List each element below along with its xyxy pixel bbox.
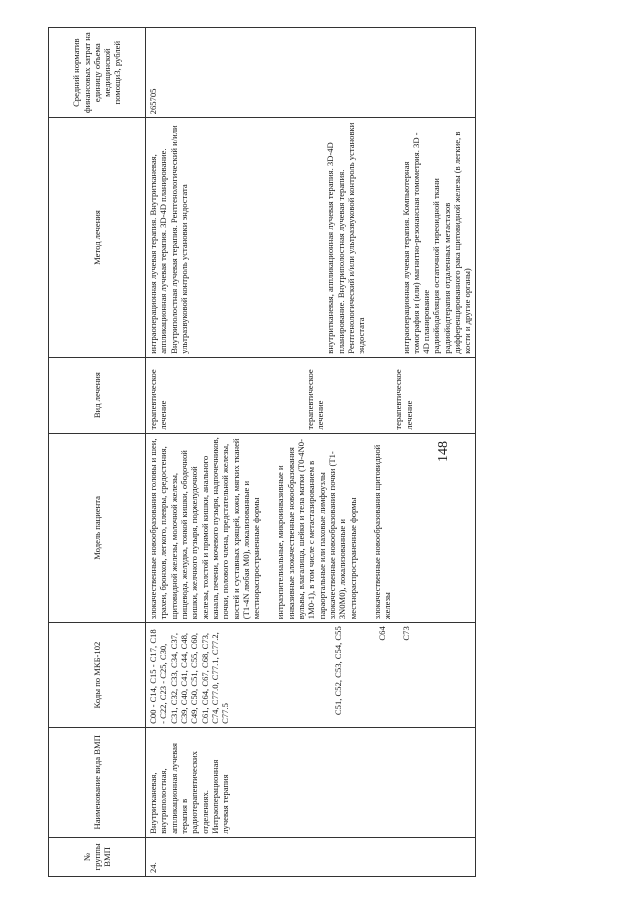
patient-model-entry-1: злокачественные новообразования головы и шеи, трахеи, бронхов, легкого, плевры, средостения, щитовидной железы, молочной железы, пищевода, желудка, тонкой кишки, ободочной кишки, желчного пузыря, поджелудочной железы, толстой и прямой кишки, анального канала, печени, мочевого пузыря, надпочечников, почки, полового члена, предстательной железы, костей и суставных хрящей, кожи, мягких тканей (T1-4N любая M0), локализованные и местнораспространенные формы [148, 437, 262, 620]
vmp-name: Внутритканевая, внутриполостная, аппликационная лучевая терапия в радиотерапевтических отделениях. Интраоперационная лучевая терапия [146, 727, 476, 837]
table-row [146, 28, 476, 877]
treatment-method-cell [146, 118, 476, 357]
treatment-method-entry-2: внутритканевая, аппликационная лучевая терапия. 3D-4D планирование. Внутриполостная лучевая терапия. Рентгенологический и/или ультразвуковой контроль установки эндостата [325, 122, 367, 354]
treatment-method-entry-3: интраоперационная лучевая терапия. Компьютерная томография и (или) магнитно-резонансная томометрия. 3D - 4D планирование [400, 132, 432, 354]
treatment-type-cell [146, 357, 476, 433]
group-number: 24. [146, 837, 476, 876]
icd-codes-entry-3: C64 [376, 626, 387, 641]
header-treatment-method: Метод лечения [49, 118, 146, 357]
icd-codes-entry-2: C51, C52, C53, C54, C55 [332, 626, 343, 716]
header-group-number: № группы ВМП [49, 837, 146, 876]
header-vmp-name: Наименование вида ВМП [49, 727, 146, 837]
icd-codes-cell [146, 623, 476, 728]
header-icd-codes: Коды по МКБ-102 [49, 623, 146, 728]
table-header-row [49, 28, 146, 877]
icd-codes-entry-4: C73 [401, 626, 412, 641]
vmp-table [48, 27, 476, 877]
treatment-type-entry-2: терапевтическое лечение [304, 369, 325, 430]
treatment-method-entry-4: радиойодабляция остаточной тиреоидной ткани радиойодтерапия отдаленных метастазов дифференцированного рака щитовидной железы (в легкие, в кости и другие органы) [431, 131, 473, 354]
treatment-type-entry-1: терапевтическое лечение [148, 369, 169, 430]
patient-model-entry-2: интраэпителиальные, микроинвазивные и инвазивные злокачественные новообразования вульвы, влагалища, шейки и тела матки (T0-4N0-1M0-1), в том числе с метастазированием в параортальные или паховые лимфоузлы [275, 439, 327, 620]
average-cost: 265705 [146, 28, 476, 118]
treatment-type-entry-4: терапевтическое лечение [393, 369, 414, 430]
page-number: 148 [436, 441, 451, 462]
treatment-method-entry-1: интраоперационная лучевая терапия. Внутритканевая, аппликационная лучевая терапия. 3D-4D планирование. Внутриполостная лучевая терапия. Рентгенологический и/или ультразвуковой контроль установки эндостата [148, 125, 189, 354]
header-treatment-type: Вид лечения [49, 357, 146, 433]
icd-codes-entry-1: C00 - C14, C15 - C17, C18 - C22, C23 - C25, C30, C31, C32, C33, C34, C37, C39, C40, C41, C44, C48, C49, C50, C51, C55, C60, C61, C64, C67, C68, C73, C74, C77.0, C77.1, C77.2, C77.5 [148, 629, 231, 724]
header-patient-model: Модель пациента [49, 433, 146, 623]
header-average-cost: Средний норматив финансовых затрат на единицу объема медицинской помощи3, рублей [49, 28, 146, 118]
patient-model-entry-4: злокачественные новообразования щитовидной железы [371, 444, 393, 620]
patient-model-entry-3: злокачественные новообразования почки (T1-3N0M0), локализованные и местнораспространенные формы [327, 451, 358, 620]
patient-model-cell [146, 433, 476, 623]
